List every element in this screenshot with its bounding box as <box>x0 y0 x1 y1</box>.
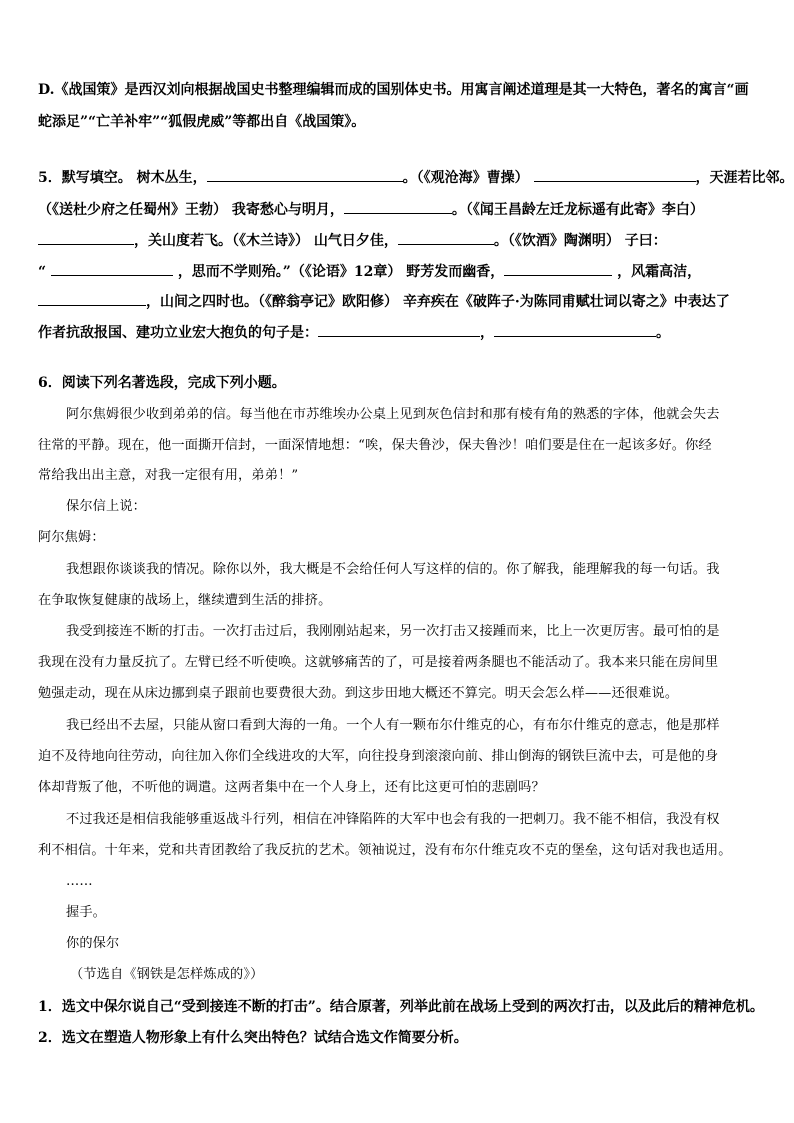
passage-line: 在争取恢复健康的战场上，继续遭到生活的排挤。 <box>38 593 332 608</box>
passage-source: （节选自《钢铁是怎样炼成的》） <box>70 967 264 982</box>
letter-signature: 你的保尔 <box>66 936 120 951</box>
passage-line: 我现在没有力量反抗了。左臂已经不听使唤。这就够痛苦的了，可是接着两条腿也不能活动了。我本来只能在房间里 <box>38 655 719 670</box>
passage-line: 阿尔焦姆： <box>38 530 105 545</box>
answer-blank[interactable] <box>494 321 656 337</box>
answer-blank[interactable] <box>318 321 480 337</box>
q5-text: （《送杜少府之任蜀州》王勃） 我寄愁心与明月， <box>38 202 344 218</box>
passage-line: 保尔信上说： <box>66 499 147 514</box>
subquestion-1: 1．选文中保尔说自己“受到接连不断的打击”。结合原著，列举此前在战场上受到的两次打击，以及此后的精神危机。 <box>38 999 764 1015</box>
letter-closing: 握手。 <box>66 905 107 920</box>
q5-text: 5．默写填空。 树木丛生， <box>38 170 207 186</box>
q5-text: ， <box>480 325 494 341</box>
q5-line1 <box>38 166 794 188</box>
option-d-line1: D.《战国策》是西汉刘向根据战国史书整理编辑而成的国别体史书。用寓言阐述道理是其一大特色，著名的寓言“画 <box>38 82 749 98</box>
q5-text: ，风霜高洁， <box>617 264 702 280</box>
option-d-line2: 蛇添足”“亡羊补牢”“狐假虎威”等都出自《战国策》。 <box>38 114 366 130</box>
answer-blank[interactable] <box>38 229 134 245</box>
answer-blank[interactable] <box>398 229 494 245</box>
q5-text: ，山间之四时也。（《醉翁亭记》欧阳修） 辛弃疾在《破阵子·为陈同甫赋壮词以寄之》中表达了 <box>146 294 730 310</box>
passage-line: 阿尔焦姆很少收到弟弟的信。每当他在市苏维埃办公桌上见到灰色信封和那有棱有角的熟悉的字体，他就会失去 <box>66 407 720 422</box>
q5-line6 <box>38 321 670 343</box>
answer-blank[interactable] <box>38 290 146 306</box>
passage-line: 常给我出出主意，对我一定很有用，弟弟！” <box>38 468 299 483</box>
q5-text: 。（《饮酒》陶渊明） 子曰： <box>493 233 667 249</box>
q6-heading: 6．阅读下列名著选段，完成下列小题。 <box>38 375 286 391</box>
q5-text: ，天涯若比邻。 <box>695 170 794 186</box>
passage-line: 我受到接连不断的打击。一次打击过后，我刚刚站起来，另一次打击又接踵而来，比上一次更厉害。最可怕的是 <box>66 624 720 639</box>
passage-line: 体却背叛了他，不听他的调遣。这两者集中在一个人身上，还有比这更可怕的悲剧吗？ <box>38 780 545 795</box>
q5-text: ，关山度若飞。（《木兰诗》） 山气日夕佳， <box>134 233 398 249</box>
answer-blank[interactable] <box>51 260 173 276</box>
passage-line: 利不相信。十年来，党和共青团教给了我反抗的艺术。领袖说过，没有布尔什维克攻不克的堡垒，这句话对我也适用。 <box>38 843 732 858</box>
answer-blank[interactable] <box>207 166 403 182</box>
passage-line: 往常的平静。现在，他一面撕开信封，一面深情地想：“唉，保夫鲁沙，保夫鲁沙！咱们要是住在一起该多好。你经 <box>38 438 712 453</box>
passage-ellipsis: …… <box>66 874 93 889</box>
passage-line: 迫不及待地向往劳动，向往加入你们全线进攻的大军，向往投身到滚滚向前、排山倒海的钢铁巨流中去，可是他的身 <box>38 749 719 764</box>
q5-line4 <box>38 260 701 282</box>
q5-text: 。（《闻王昌龄左迁龙标遥有此寄》李白） <box>451 202 704 218</box>
passage-line: 勉强走动，现在从床边挪到桌子跟前也要费很大劲。到这步田地大概还不算完。明天会怎么样——还很难说。 <box>38 686 679 701</box>
q5-text: 。 <box>656 325 670 341</box>
q5-text: ，思而不学则殆。”（《论语》12章） 野芳发而幽香， <box>177 264 505 280</box>
answer-blank[interactable] <box>504 260 612 276</box>
q5-line5 <box>38 290 730 312</box>
q5-text: 。（《观沧海》曹操） <box>402 170 529 186</box>
q5-text: “ <box>38 264 47 280</box>
q5-text: 作者抗敌报国、建功立业宏大抱负的句子是： <box>38 325 318 341</box>
q5-line2 <box>38 198 704 220</box>
answer-blank[interactable] <box>344 198 452 214</box>
answer-blank[interactable] <box>534 166 696 182</box>
passage-line: 我已经出不去屋，只能从窗口看到大海的一角。一个人有一颗布尔什维克的心，有布尔什维克的意志，他是那样 <box>66 718 720 733</box>
passage-line: 不过我还是相信我能够重返战斗行列，相信在冲锋陷阵的大军中也会有我的一把刺刀。我不能不相信，我没有权 <box>66 812 720 827</box>
subquestion-2: 2．选文在塑造人物形象上有什么突出特色？试结合选文作简要分析。 <box>38 1030 468 1046</box>
passage-line: 我想跟你谈谈我的情况。除你以外，我大概是不会给任何人写这样的信的。你了解我，能理解我的每一句话。我 <box>66 562 720 577</box>
q5-line3 <box>38 229 667 251</box>
